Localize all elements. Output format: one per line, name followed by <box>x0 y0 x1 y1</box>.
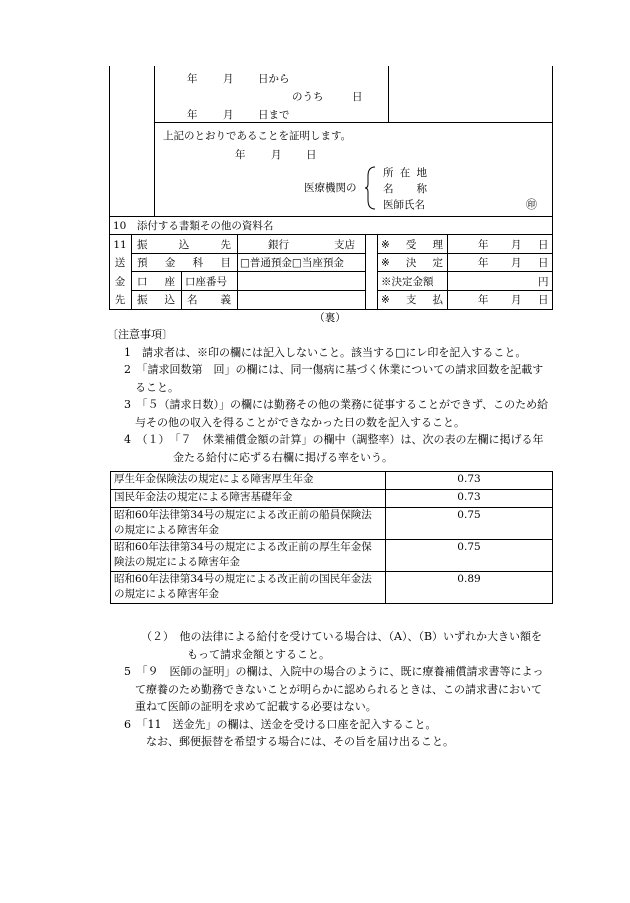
account-type-checkboxes[interactable]: □普通預金□当座預金 <box>240 257 344 269</box>
paid-label: ※ 支 払 <box>381 294 443 306</box>
period-of-label: のうち <box>292 91 324 103</box>
rate-table-row <box>111 572 553 604</box>
paid-day: 日 <box>538 294 549 306</box>
notes-heading: 〔注意事項〕 <box>107 328 173 341</box>
period-from-month: 月 <box>223 73 234 85</box>
decided-year: 年 <box>478 257 489 269</box>
rate-table-row <box>111 540 553 572</box>
doctor-name-label: 医師氏名 <box>383 199 425 211</box>
paid-year: 年 <box>478 294 489 306</box>
back-side-label: （裏） <box>314 312 346 324</box>
rate-table-row <box>111 490 553 508</box>
note-item-3: 3 「５（請求日数）」の欄には勤務その他の業務に従事することができず、このため給与その他の収入を得ることができなかった日の数を記入すること。 <box>124 398 549 429</box>
note-item-6-remark: なお、郵便振替を希望する場合には、その旨を届け出ること。 <box>146 735 454 748</box>
deposit-type-label: 預 金 科 目 <box>137 257 231 269</box>
received-month: 月 <box>511 239 522 251</box>
remittance-char-3: 先 <box>114 294 126 306</box>
rate-cell: 0.75 <box>386 540 553 572</box>
remittance-char-1: 送 <box>114 257 126 269</box>
decided-amount-label: ※決定金額 <box>381 276 434 288</box>
paid-month: 月 <box>511 294 522 306</box>
cert-date-year: 年 <box>235 149 246 161</box>
rate-cell: 0.89 <box>386 572 553 604</box>
remittance-char-2: 金 <box>114 276 126 288</box>
note-item-2: 2 「請求回数第 回」の欄には、同一傷病に基づく休業についての請求回数を記載すること。 <box>124 363 544 394</box>
rate-cell: 0.73 <box>386 490 553 508</box>
branch-label: 支店 <box>334 239 355 251</box>
rate-cell: 0.73 <box>386 472 553 490</box>
decided-label: ※ 決 定 <box>381 257 443 269</box>
remittance-number: 11 <box>113 239 127 251</box>
bracket-icon <box>364 166 376 210</box>
period-from-day: 日から <box>258 73 290 85</box>
seal-icon: ㊞ <box>526 198 537 211</box>
period-to-month: 月 <box>223 109 234 121</box>
benefit-cell: 厚生年金保険法の規定による障害厚生年金 <box>111 472 386 490</box>
account-holder-label: 名 義 <box>187 294 231 306</box>
notes-section <box>109 326 549 466</box>
rate-table-row <box>111 472 553 490</box>
note-item-6: 6 「11 送金先」の欄は、送金を受ける口座を記入すること。 <box>124 717 437 731</box>
rate-cell: 0.75 <box>386 508 553 540</box>
note-item-5: 5 「９ 医師の証明」の欄は、入院中の場合のように、既に療養補償請求書等によって療養のため勤務できないことが明らかに認められるときは、この請求書において重ねて医師の証明を求めて記載する必要はない。 <box>124 665 544 713</box>
yen-unit: 円 <box>538 276 549 288</box>
rate-table <box>110 471 553 604</box>
benefit-cell: 昭和60年法律第34号の規定による改正前の国民年金法の規定による障害年金 <box>111 572 386 604</box>
certification-statement: 上記のとおりであることを証明します。 <box>163 130 352 142</box>
name-label: 名 称 <box>383 183 427 195</box>
period-from-year: 年 <box>187 73 198 85</box>
institution-label: 医療機関の <box>304 182 357 194</box>
received-day: 日 <box>538 239 549 251</box>
received-year: 年 <box>478 239 489 251</box>
period-to-year: 年 <box>187 109 198 121</box>
account-label: 口 座 <box>137 276 175 288</box>
address-label: 所 在 地 <box>383 167 427 179</box>
bank-label: 銀行 <box>268 239 289 251</box>
received-label: ※ 受 理 <box>381 239 443 251</box>
note-item-1: 1 請求者は、※印の欄には記入しないこと。該当する□にレ印を記入すること。 <box>124 345 527 359</box>
transfer-destination-label: 振 込 先 <box>137 239 231 251</box>
note-item-4-1: 4 （１） 「７ 休業補償金額の計算」の欄中（調整率）は、次の表の左欄に掲げる年金たる給付に応ずる右欄に掲げる率をいう。 <box>124 433 544 464</box>
account-number-label: 口座番号 <box>185 276 227 288</box>
notes-section-continued <box>109 628 549 751</box>
transfer-label: 振 込 <box>137 294 175 306</box>
cert-date-month: 月 <box>271 149 282 161</box>
period-to-day: 日まで <box>258 109 290 121</box>
benefit-cell: 昭和60年法律第34号の規定による改正前の船員保険法の規定による障害年金 <box>111 508 386 540</box>
decided-day: 日 <box>538 257 549 269</box>
cert-date-day: 日 <box>306 149 317 161</box>
decided-month: 月 <box>511 257 522 269</box>
benefit-cell: 昭和60年法律第34号の規定による改正前の厚生年金保険法の規定による障害年金 <box>111 540 386 572</box>
rate-table-row <box>111 508 553 540</box>
benefit-cell: 国民年金法の規定による障害基礎年金 <box>111 490 386 508</box>
note-item-4-2: （２） 他の法律による給付を受けている場合は、（A）、（B）いずれか大きい額をもって請求金額とすること。 <box>141 630 543 661</box>
attached-documents-label: 10 添付する書類その他の資料名 <box>113 220 274 232</box>
period-days-label: 日 <box>352 91 363 103</box>
